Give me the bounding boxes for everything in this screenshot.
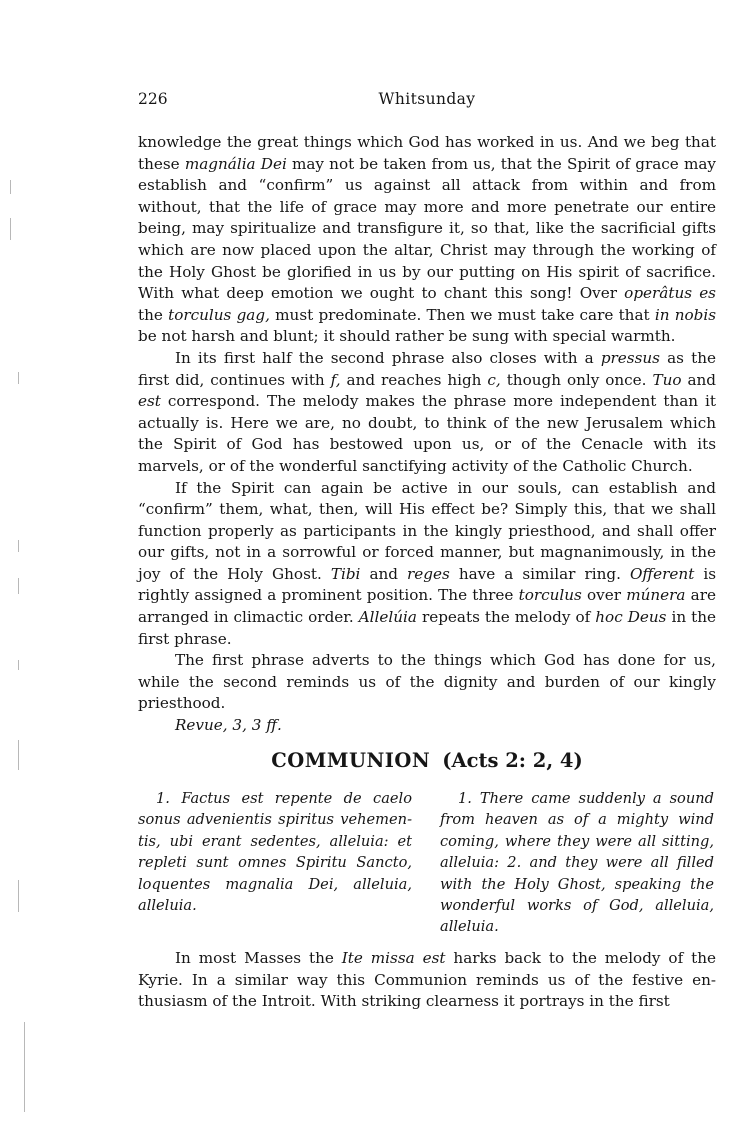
paragraph: The first phrase adverts to the things which God has done for us, while the second reminds us of the dignity and burden of our kingly priesthood.	[138, 651, 716, 713]
section-title: COMMUNION	[271, 749, 431, 772]
italic-run: Revue,	[175, 716, 228, 735]
scan-mark	[18, 740, 19, 770]
commentary-text	[138, 132, 716, 737]
italic-run: Tibi	[330, 564, 361, 583]
source-citation: Revue, 3, 3 ff.	[175, 716, 282, 735]
latin-column	[138, 788, 412, 916]
latin-text: 1. Factus est repente de caelo sonus advenientis spiritus vehementis, ubi erant sedentes, alleluia: et repleti sunt omnes Spiritu Sancto, loquentes magnalia Dei, alleluia, alleluia.	[138, 790, 412, 915]
english-column	[440, 788, 714, 938]
scan-mark	[10, 180, 11, 194]
italic-run: Offerent	[629, 564, 695, 583]
italic-run: torculus	[518, 586, 582, 605]
italic-run: Allelúia	[358, 608, 417, 627]
italic-run: pressus	[600, 348, 660, 367]
italic-run: magnália Dei	[184, 154, 287, 173]
italic-run: in nobis	[654, 305, 717, 324]
italic-run: f,	[330, 370, 341, 389]
italic-run: Factus est repente de caelo sonus advenientis spiritus vehementis, ubi erant sedentes, alleluia: et repleti sunt omnes Spiritu Sancto, loquentes magnalia Dei, alleluia, alleluia.	[138, 790, 412, 915]
paragraph: In most Masses the Ite missa est harks back to the melody of the Kyrie. In a similar way this Communion reminds us of the festive enthusiasm of the Introit. With striking clearness it portrays in the first	[138, 949, 716, 1011]
paragraph: In its first half the second phrase also closes with a pressus as the first did, continues with f, and reaches high c, though only once. Tuo and est correspond. The melody makes the phrase more independent than it actually is. Here we are, no doubt, to think of the new Jerusalem which the Spirit of God has bestowed upon us, or of the Cenacle with its marvels, or of the wonderful sanctifying activity of the Catholic Church.	[138, 348, 716, 475]
italic-run: operâtus es	[624, 284, 716, 303]
page-number: 226	[138, 90, 168, 108]
scan-mark	[18, 540, 19, 552]
italic-run: hoc Deus	[595, 608, 667, 627]
italic-run: Ite missa est	[341, 949, 446, 967]
section-heading	[138, 748, 716, 774]
paragraph: If the Spirit can again be active in our souls, can establish and “confirm” them, what, then, will His effect be? Simply this, that we shall function properly as participants in the kingly priesthood, and shall offer our gifts, not in a sorrowful or forced manner, but magnanimously, in the joy of the Holy Ghost. Tibi and reges have a similar ring. Offerent is rightly assigned a prominent position. The three torculus over múnera are arranged in climactic order. Allelúia repeats the melody of hoc Deus in the first phrase.	[138, 478, 716, 648]
closing-text	[138, 948, 716, 1013]
italic-run: There came suddenly a sound from heaven as of a mighty wind coming, where they were all sitting, alleluia:	[440, 790, 714, 872]
scan-mark	[18, 880, 19, 912]
scan-mark	[18, 660, 19, 670]
italic-run: múnera	[626, 586, 686, 605]
scripture-reference: (Acts 2: 2, 4)	[442, 749, 583, 772]
scan-mark	[18, 578, 19, 594]
italic-run: Tuo	[652, 370, 682, 389]
running-title: Whitsunday	[378, 90, 476, 108]
italic-run: torculus gag,	[168, 305, 270, 324]
italic-run: c,	[487, 370, 501, 389]
italic-run: reges	[407, 564, 450, 583]
italic-run: and they were all filled with the Holy Ghost, speaking the wonderful works of God, alleluia, alleluia.	[440, 854, 714, 936]
scan-mark	[10, 218, 11, 240]
running-header	[138, 90, 716, 112]
scan-mark	[18, 372, 19, 384]
scan-mark	[24, 1022, 25, 1112]
paragraph: knowledge the great things which God has worked in us. And we beg that these magnália Dei may not be taken from us, that the Spirit of grace may establish and “confirm” us against all attack from within and from without, that the life of grace may more and more penetrate our entire being, may spiritualize and transfigure it, so that, like the sacrificial gifts which are now placed upon the altar, Christ may through the working of the Holy Ghost be glorified in us by our putting on His spirit of sacrifice. With what deep emotion we ought to chant this song! Over operâtus es the torculus gag, must predominate. Then we must take care that in nobis be not harsh and blunt; it should rather be sung with special warmth.	[138, 133, 717, 346]
italic-run: est	[138, 392, 161, 411]
english-text: 1. There came suddenly a sound from heaven as of a mighty wind coming, where they were all sitting, alleluia: 2. and they were all filled with the Holy Ghost, speaking the wonderful works of God, alleluia, alleluia.	[440, 790, 714, 936]
